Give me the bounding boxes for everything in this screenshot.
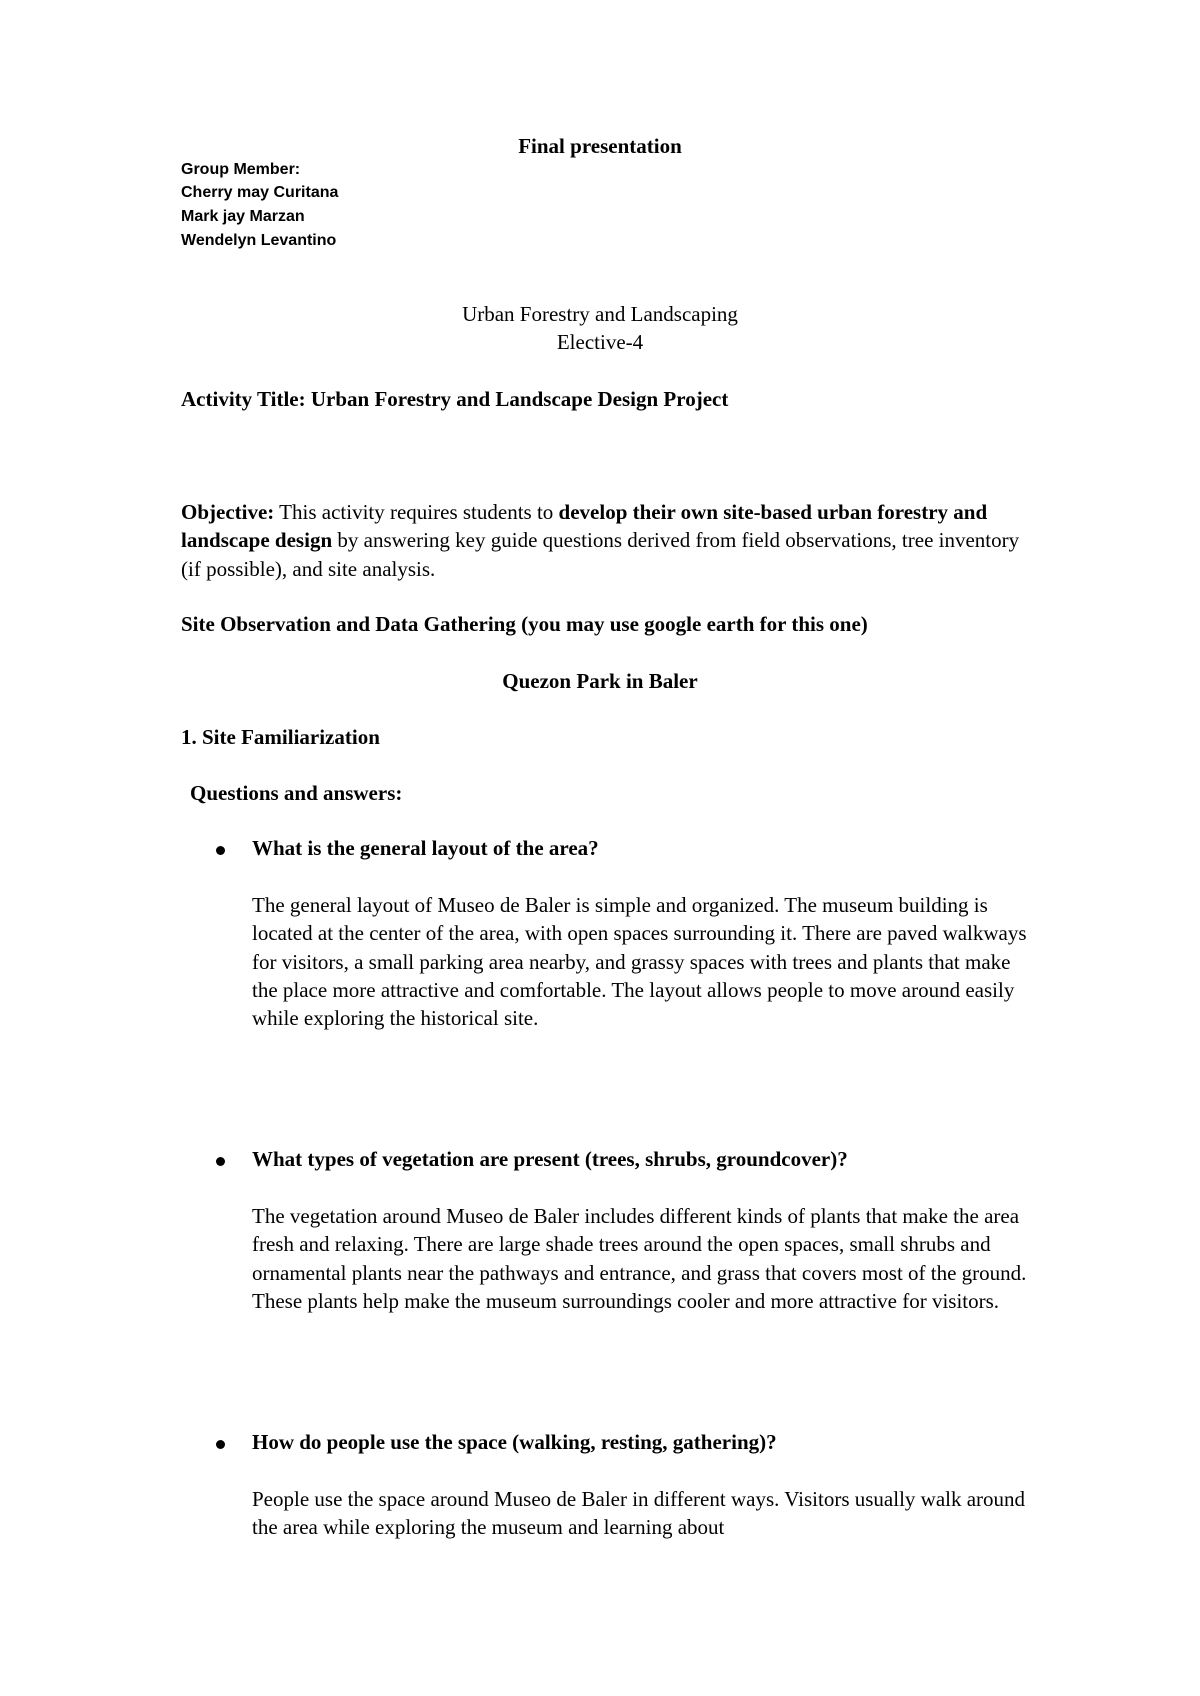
activity-title-line <box>181 387 728 412</box>
activity-title: Urban Forestry and Landscape Design Project <box>310 387 729 411</box>
objective-emphasis: develop their own site-based urban forestry and landscape design <box>181 500 988 553</box>
course-elective: Elective-4 <box>556 330 644 354</box>
member-name: Mark jay Marzan <box>181 208 305 225</box>
member-name: Cherry may Curitana <box>181 184 339 201</box>
document-title: Final presentation <box>518 134 682 158</box>
course-name: Urban Forestry and Landscaping <box>462 302 738 326</box>
group-member-label: Group Member: <box>181 161 301 178</box>
objective-text-before: This activity requires students to <box>274 500 559 524</box>
qa-label: Questions and answers: <box>190 781 403 805</box>
question-text: What is the general layout of the area? <box>252 836 599 860</box>
section-heading: 1. Site Familiarization <box>181 725 380 749</box>
question-text: How do people use the space (walking, resting, gathering)? <box>252 1430 777 1454</box>
site-observation-heading: Site Observation and Data Gathering (you may use google earth for this one) <box>181 612 868 636</box>
answer-paragraph: The vegetation around Museo de Baler includes different kinds of plants that make the area fresh and relaxing. There are large shade trees around the open spaces, small shrubs and ornamental plants near the pathways and entrance, and grass that covers most of the ground. These plants help make the museum surroundings cooler and more attractive for visitors. <box>252 1204 1027 1313</box>
bullet-icon <box>216 1157 225 1166</box>
objective-paragraph <box>181 498 1041 583</box>
answer-paragraph: People use the space around Museo de Baler in different ways. Visitors usually walk around the area while exploring the museum and learning about <box>252 1487 1026 1540</box>
site-name: Quezon Park in Baler <box>502 669 698 693</box>
objective-label: Objective: <box>181 500 275 524</box>
activity-label: Activity Title: <box>181 387 306 411</box>
objective-text-after: by answering key guide questions derived from field observations, tree inventory (if possible), and site analysis. <box>181 528 1020 581</box>
question-text: What types of vegetation are present (trees, shrubs, groundcover)? <box>252 1147 848 1171</box>
bullet-icon <box>216 1440 225 1449</box>
bullet-icon <box>216 846 225 855</box>
member-name: Wendelyn Levantino <box>181 232 337 249</box>
answer-paragraph: The general layout of Museo de Baler is simple and organized. The museum building is located at the center of the area, with open spaces surrounding it. There are paved walkways for visitors, a small parking area nearby, and grassy spaces with trees and plants that make the place more attractive and comfortable. The layout allows people to move around easily while exploring the historical site. <box>252 893 1027 1031</box>
